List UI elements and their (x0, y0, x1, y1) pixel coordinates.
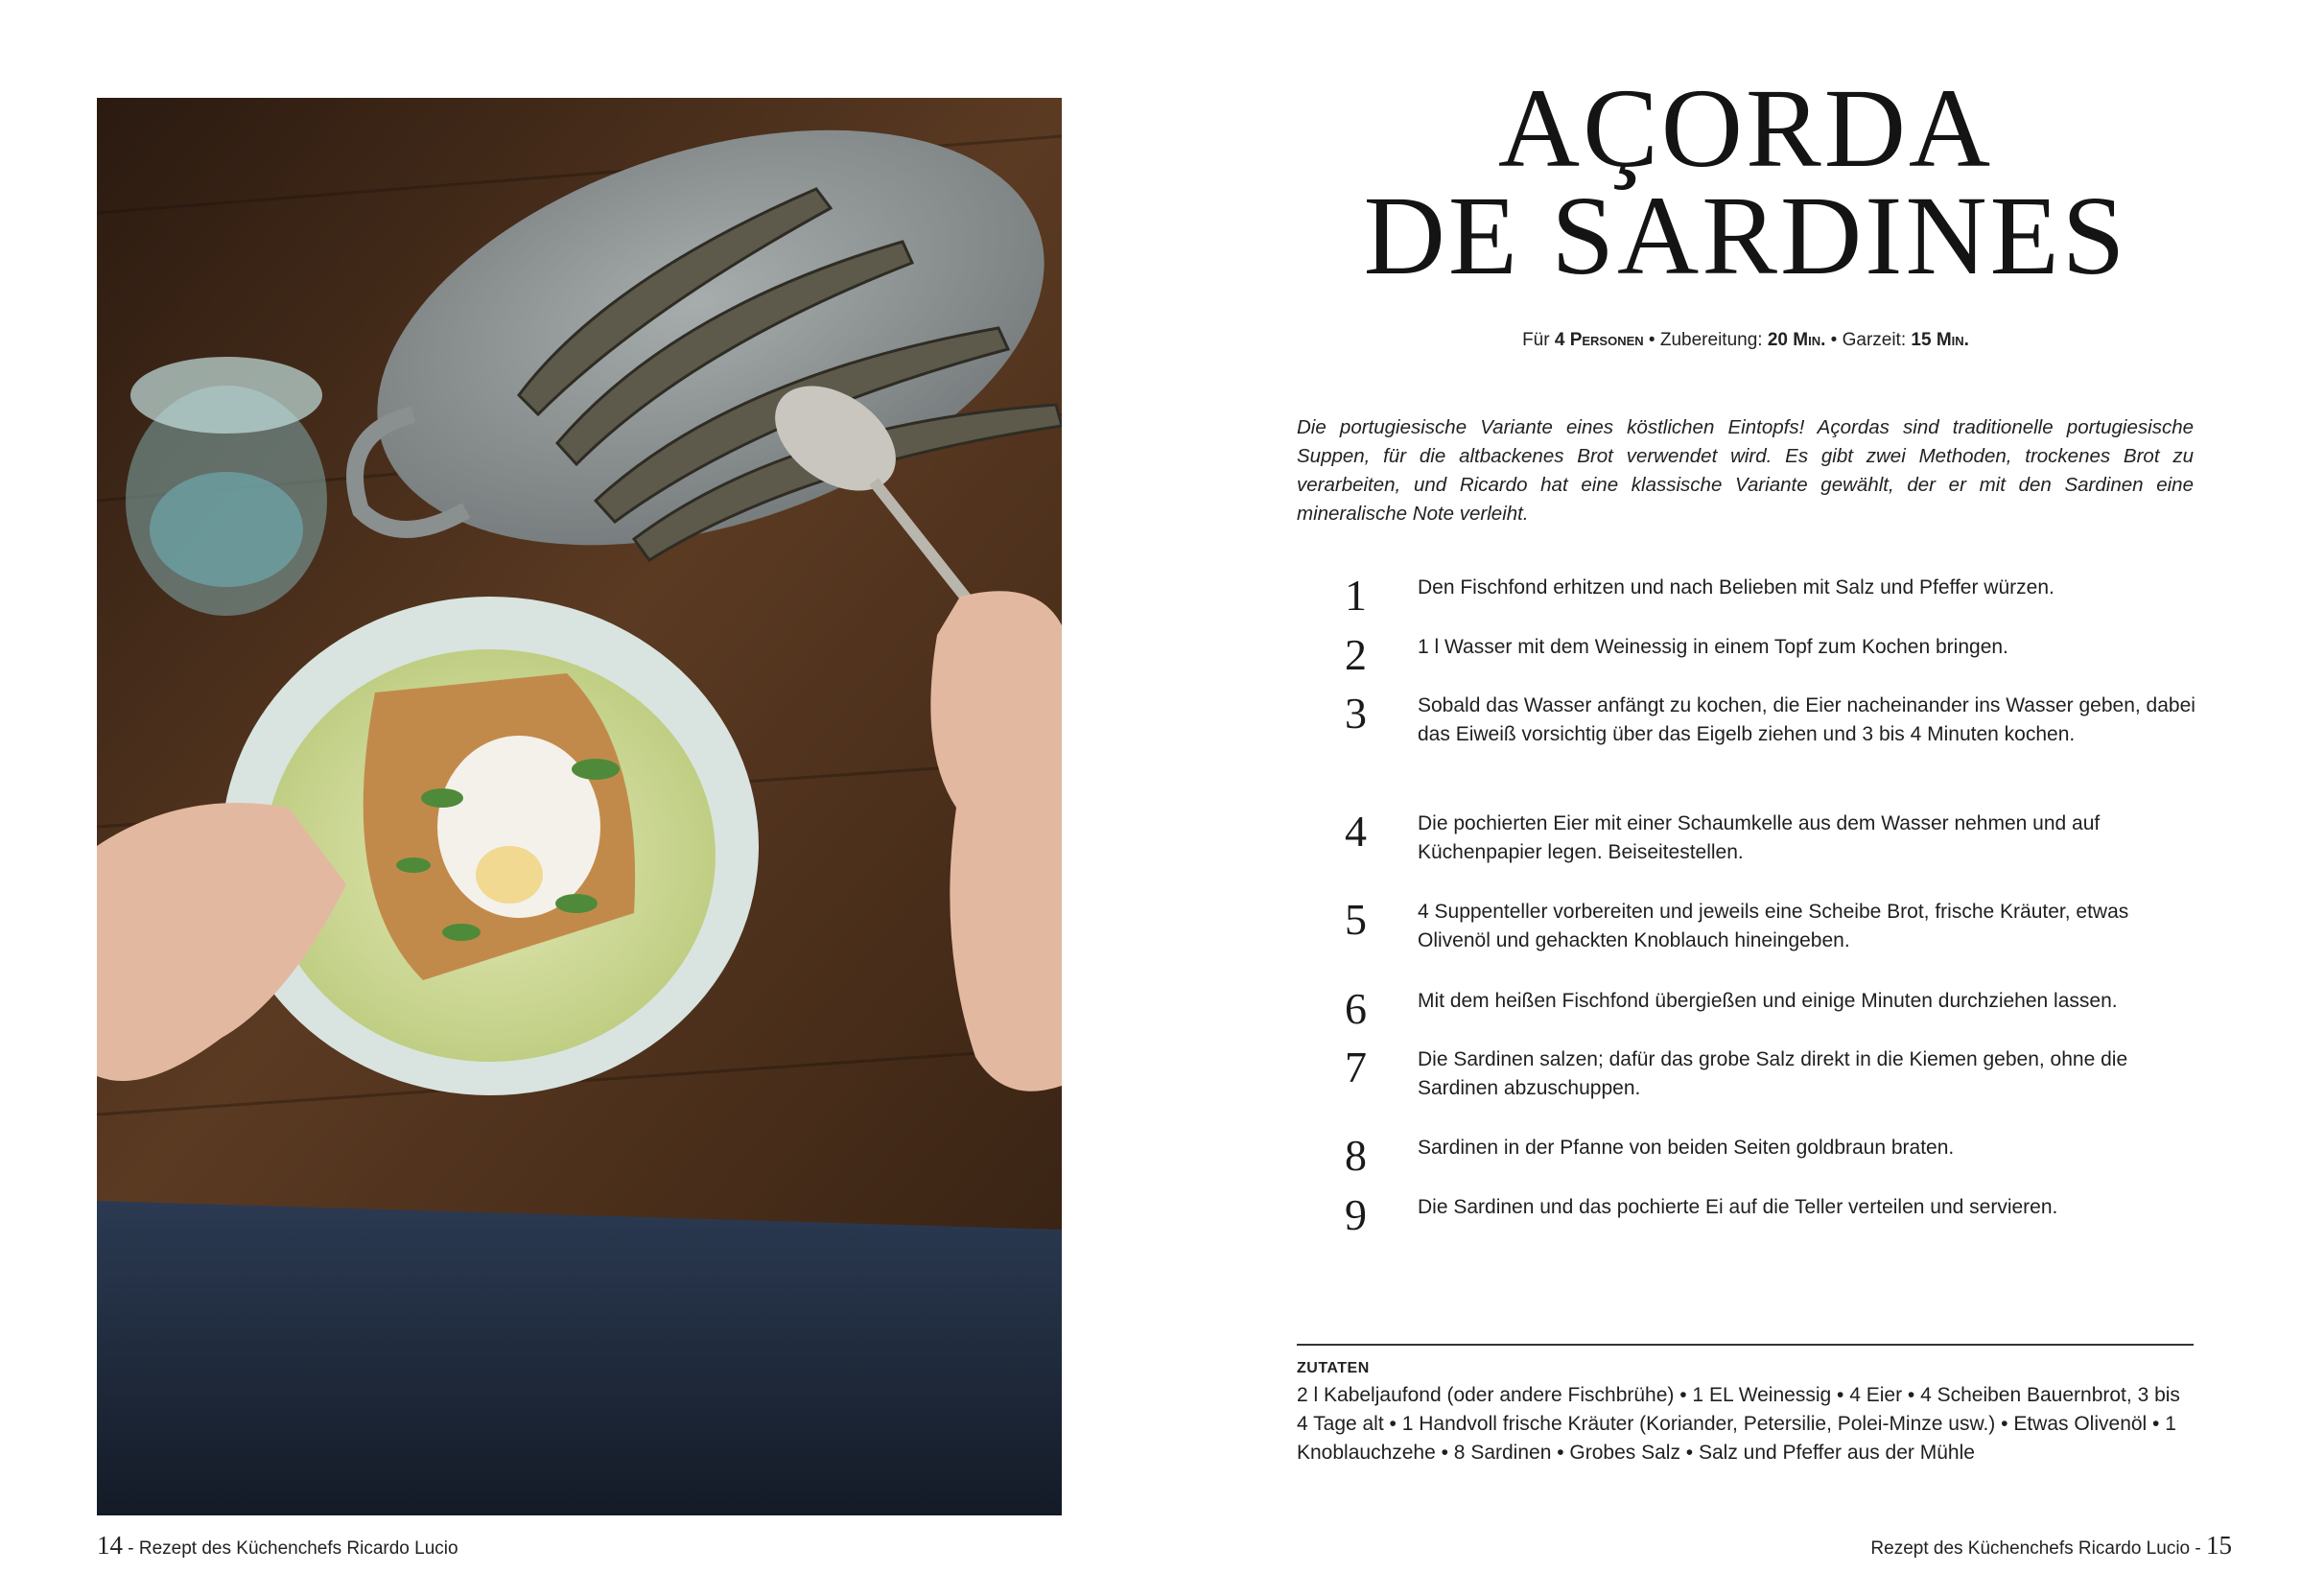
ingredients-heading: ZUTATEN (1297, 1360, 1370, 1376)
page-number-right: 15 (2206, 1531, 2232, 1560)
recipe-intro: Die portugiesische Variante eines köstlichen Eintopfs! Açordas sind traditionelle portugiesische Suppen, für die altbackenes Brot verwendet wird. Es gibt zwei Methoden, trockenes Brot zu verarbeiten, und Ricardo hat eine klassische Variante gewählt, der er mit den Sardinen eine mineralische Note verleiht. (1297, 415, 2194, 525)
meta-prep-time: 20 Min. (1767, 330, 1826, 350)
step-text: Die pochierten Eier mit einer Schaumkelle aus dem Wasser nehmen und auf Küchenpapier legen. Beiseitestellen. (1418, 812, 2101, 863)
step-number: 4 (1345, 807, 1367, 856)
step-number: 1 (1345, 571, 1367, 620)
title-line-1: AÇORDA (1497, 65, 1994, 191)
ingredients-list: 2 l Kabeljaufond (oder andere Fischbrühe) • 1 EL Weinessig • 4 Eier • 4 Scheiben Bauernbrot, 3 bis 4 Tage alt • 1 Handvoll frische Kräuter (Koriander, Petersilie, Polei-Minze usw.) • Etwas Olivenöl • 1 Knoblauchzehe • 8 Sardinen • Grobes Salz • Salz und Pfeffer aus der Mühle (1297, 1384, 2180, 1464)
meta-sep-2: • (1825, 330, 1843, 350)
recipe-photo (97, 98, 1062, 1515)
step-text: Sobald das Wasser anfängt zu kochen, die Eier nacheinander ins Wasser geben, dabei das Eiweiß vorsichtig über das Eigelb ziehen und 3 bis 4 Minuten kochen. (1418, 694, 2195, 745)
footer-right (1870, 1531, 2232, 1561)
step-number: 6 (1345, 984, 1367, 1033)
step-number: 5 (1345, 895, 1367, 944)
food-photo-icon (97, 98, 1062, 1515)
meta-sep-1: • (1643, 330, 1660, 350)
title-line-2: DE SARDINES (1363, 173, 2128, 298)
step-text: Sardinen in der Pfanne von beiden Seiten goldbraun braten. (1418, 1137, 1955, 1159)
meta-cook-label: Garzeit: (1842, 330, 1912, 350)
meta-persons: 4 Personen (1554, 330, 1644, 350)
footer-right-text: Rezept des Küchenchefs Ricardo Lucio - (1870, 1538, 2206, 1559)
recipe-title (1247, 65, 2244, 298)
step-number: 8 (1345, 1131, 1367, 1180)
recipe-meta (1247, 330, 2244, 351)
footer-left (97, 1531, 458, 1561)
step-number: 9 (1345, 1190, 1367, 1239)
step-number: 2 (1345, 630, 1367, 679)
step-text: Den Fischfond erhitzen und nach Belieben mit Salz und Pfeffer würzen. (1418, 576, 2054, 598)
step-text: 4 Suppenteller vorbereiten und jeweils eine Scheibe Brot, frische Kräuter, etwas Olivenöl und gehackten Knoblauch hineingeben. (1418, 901, 2129, 951)
step-text: Die Sardinen salzen; dafür das grobe Salz direkt in die Kiemen geben, ohne die Sardinen abzuschuppen. (1418, 1048, 2128, 1099)
step-number: 3 (1345, 689, 1367, 738)
ingredients-divider (1297, 1344, 2194, 1346)
step-text: Die Sardinen und das pochierte Ei auf die Teller verteilen und servieren. (1418, 1196, 2058, 1218)
step-text: 1 l Wasser mit dem Weinessig in einem Topf zum Kochen bringen. (1418, 636, 2008, 658)
meta-prep-label: Zubereitung: (1659, 330, 1768, 350)
step-text: Mit dem heißen Fischfond übergießen und einige Minuten durchziehen lassen. (1418, 990, 2118, 1012)
footer-left-text: - Rezept des Küchenchefs Ricardo Lucio (123, 1538, 458, 1559)
meta-cook-time: 15 Min. (1911, 330, 1969, 350)
page-number-left: 14 (97, 1531, 123, 1560)
meta-for-label: Für (1522, 330, 1555, 350)
step-number: 7 (1345, 1043, 1367, 1091)
